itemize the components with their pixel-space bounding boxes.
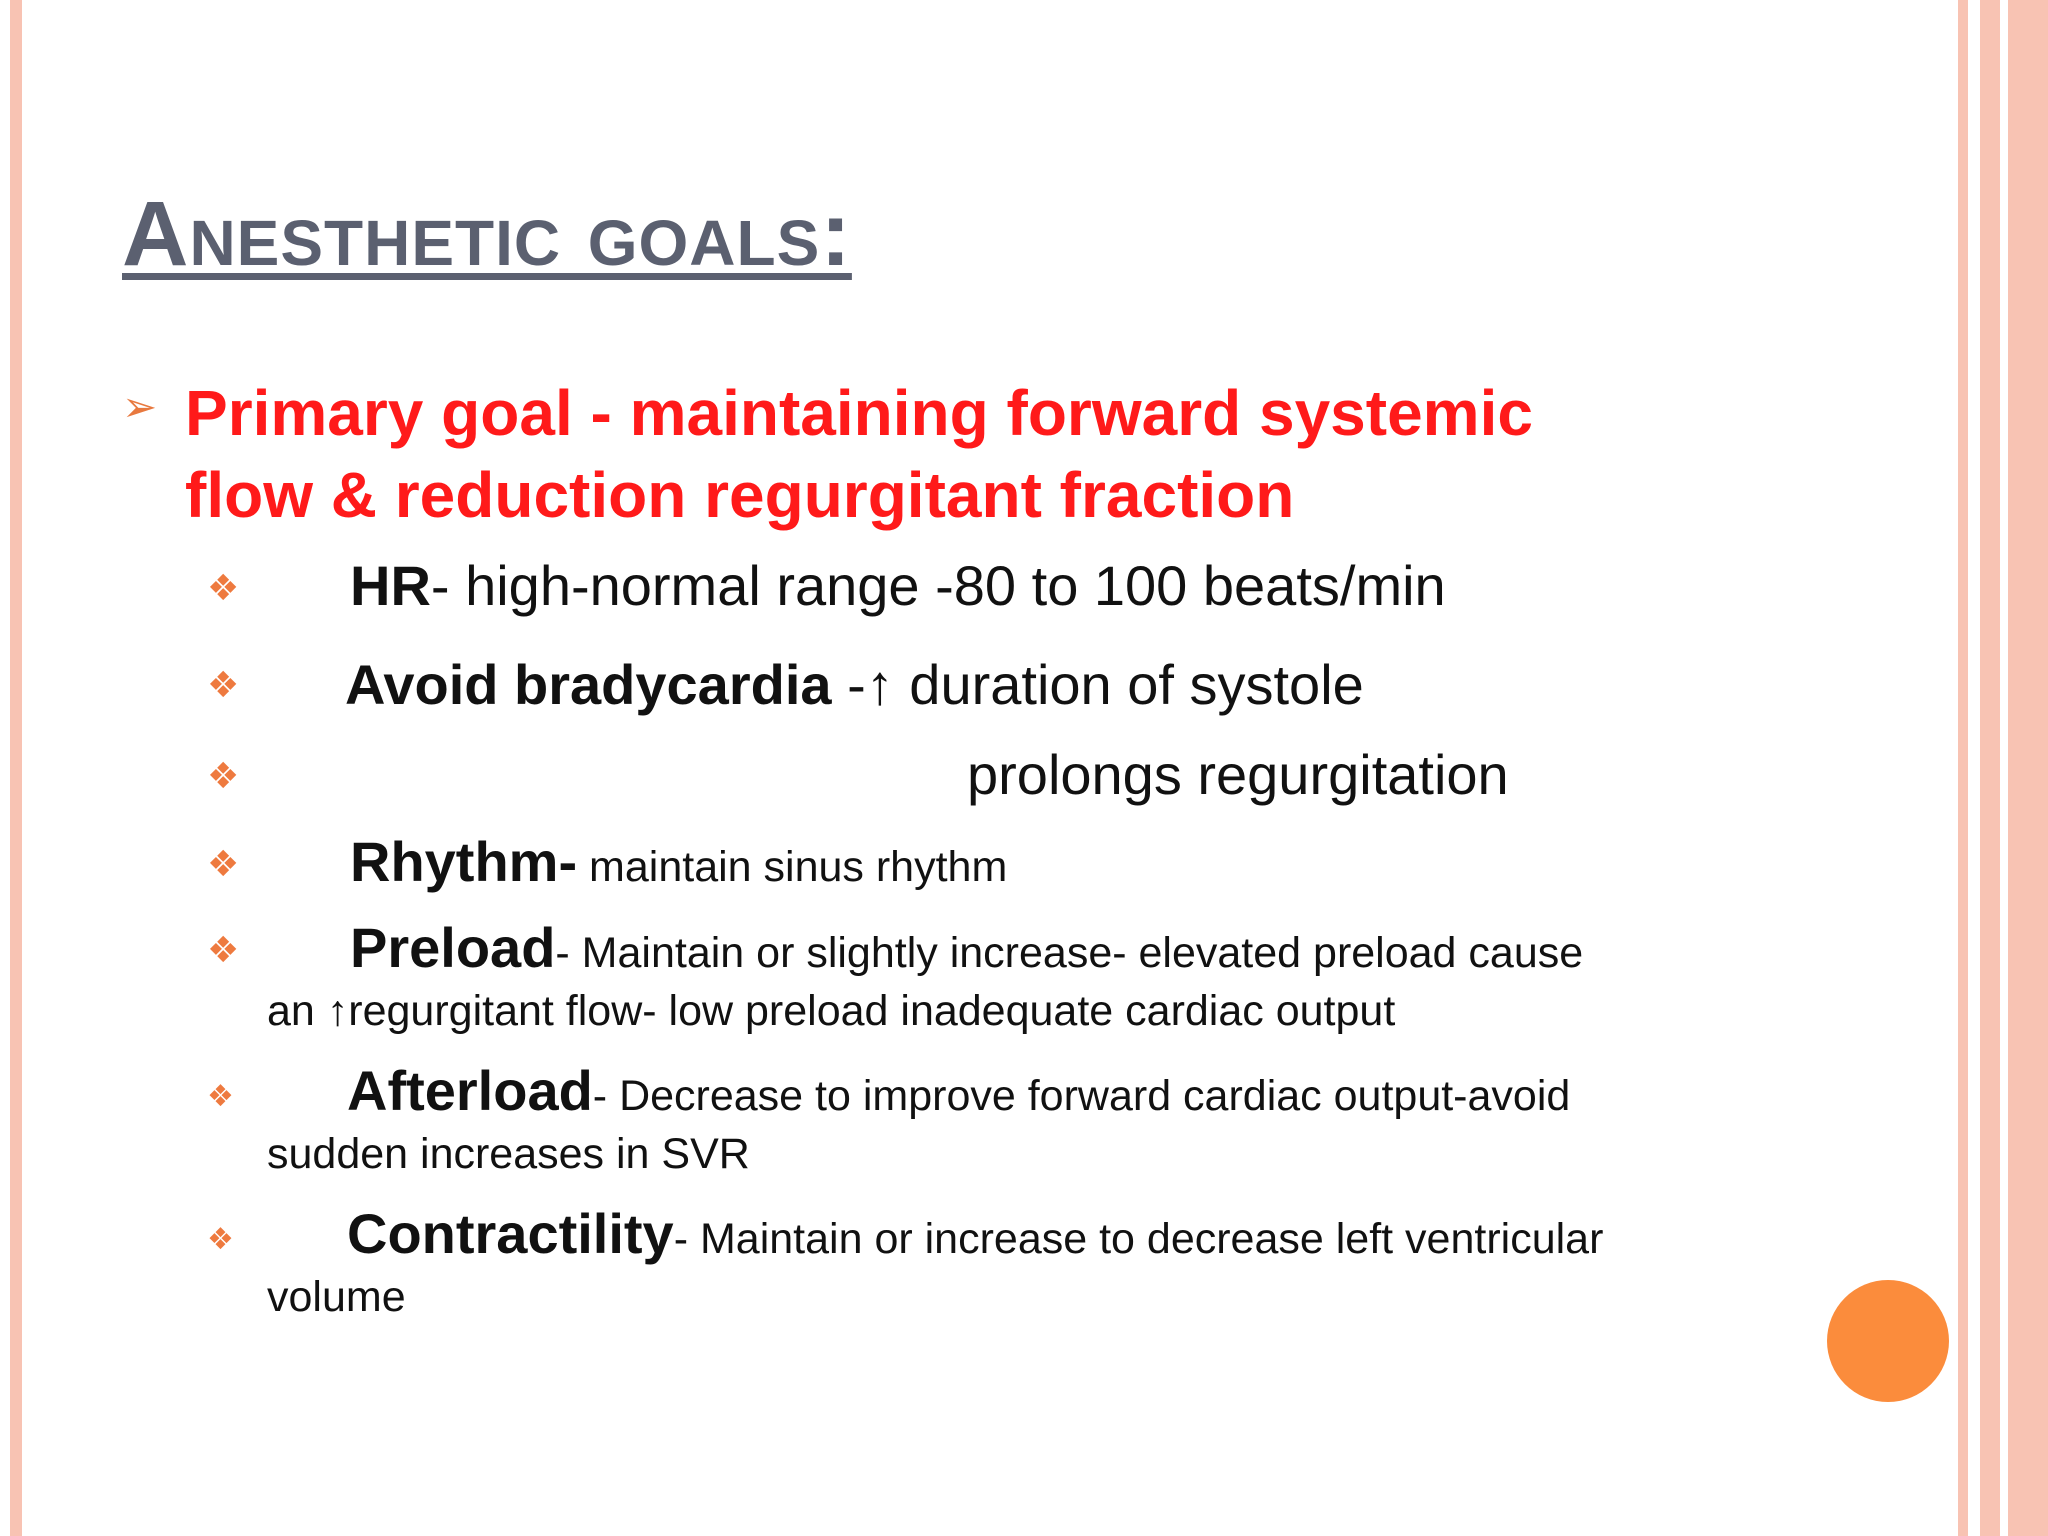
item-label: Preload	[350, 916, 556, 979]
item-label: Contractility	[347, 1202, 674, 1265]
list-item	[347, 1202, 1604, 1265]
item-text: prolongs regurgitation	[967, 743, 1509, 806]
item-text: - Maintain or slightly increase- elevated preload cause	[555, 929, 1584, 977]
list-item	[347, 1059, 1571, 1122]
item-label: Afterload	[347, 1059, 593, 1122]
primary-goal-line-1: Primary goal - maintaining forward systemic	[185, 377, 1533, 449]
diamond-bullet-icon: ❖	[207, 755, 240, 796]
item-label: Rhythm-	[350, 830, 578, 893]
item-text: - high-normal range -80 to 100 beats/min	[430, 554, 1446, 617]
item-text: - Maintain or increase to decrease left ventricular	[673, 1215, 1604, 1263]
list-item-continuation: volume	[267, 1273, 406, 1321]
diamond-bullet-icon: ❖	[207, 664, 240, 705]
list-item	[350, 830, 1008, 893]
right-border-stripe	[2008, 0, 2048, 1536]
list-item-continuation: an ↑regurgitant flow- low preload inadequate cardiac output	[267, 987, 1396, 1035]
left-border-stripe	[10, 0, 22, 1536]
list-item	[345, 653, 1364, 716]
item-label: HR	[350, 554, 431, 617]
diamond-bullet-icon: ❖	[207, 567, 240, 608]
arrow-bullet-icon: ➢	[122, 383, 158, 430]
primary-goal-line-2: flow & reduction regurgitant fraction	[185, 459, 1295, 531]
diamond-bullet-icon: ❖	[207, 929, 240, 970]
item-label: Avoid bradycardia	[345, 653, 832, 716]
list-item-continuation: sudden increases in SVR	[267, 1130, 750, 1178]
diamond-bullet-icon: ❖	[207, 1223, 234, 1256]
item-text: -↑ duration of systole	[831, 653, 1364, 716]
right-border-stripe	[1980, 0, 2000, 1536]
list-item	[350, 554, 1446, 617]
list-item	[967, 743, 1509, 806]
primary-goal-text	[185, 372, 1745, 536]
item-text: - Decrease to improve forward cardiac output-avoid	[592, 1072, 1571, 1120]
list-item	[350, 916, 1584, 979]
item-text: maintain sinus rhythm	[577, 843, 1008, 891]
slide-title: Anesthetic goals:	[122, 183, 852, 285]
right-border-stripe	[1958, 0, 1968, 1536]
decorative-orange-circle	[1827, 1280, 1949, 1402]
diamond-bullet-icon: ❖	[207, 1080, 234, 1113]
diamond-bullet-icon: ❖	[207, 843, 240, 884]
